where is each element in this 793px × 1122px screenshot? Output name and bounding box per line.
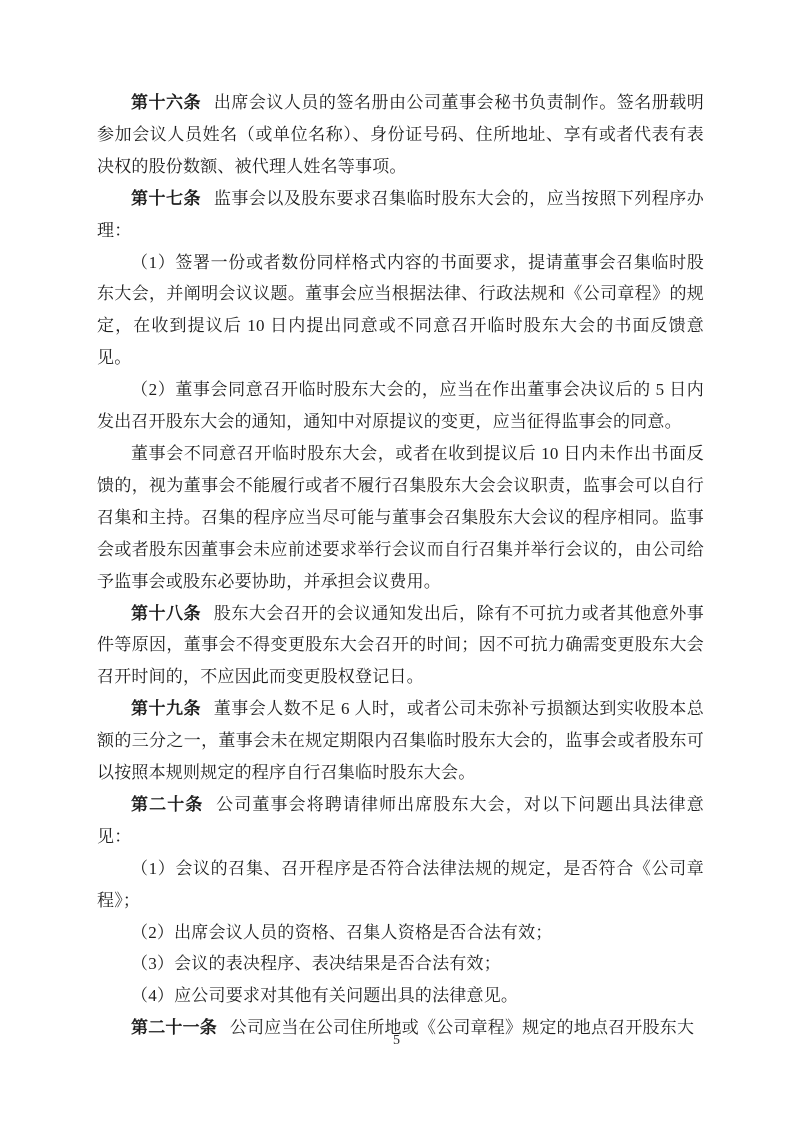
paragraph-text: （3）会议的表决程序、表决结果是否合法有效； (131, 954, 501, 974)
paragraph (97, 87, 704, 183)
paragraph-text: （2）出席会议人员的资格、召集人资格是否合法有效； (131, 922, 553, 942)
paragraph (97, 598, 704, 694)
paragraph (97, 948, 704, 980)
paragraph (97, 980, 704, 1012)
paragraph (97, 917, 704, 949)
paragraph-text: 董事会人数不足 6 人时，或者公司未弥补亏损额达到实收股本总额的三分之一，董事会未在规定期限内召集临时股东大会的，监事会或者股东可以按照本规则规定的程序自行召集临时股东大会。 (97, 699, 704, 783)
article-number: 第十九条 (131, 699, 201, 719)
paragraph (97, 374, 704, 438)
article-number: 第二十一条 (131, 1018, 217, 1038)
article-number: 第二十条 (131, 794, 204, 814)
paragraph-text: 监事会以及股东要求召集临时股东大会的，应当按照下列程序办理： (97, 188, 704, 240)
paragraph-text: 公司应当在公司住所地或《公司章程》规定的地点召开股东大 (229, 1018, 695, 1038)
paragraph-text: 公司董事会将聘请律师出席股东大会，对以下问题出具法律意见： (97, 794, 704, 846)
document-body (97, 87, 704, 1044)
paragraph (97, 438, 704, 598)
paragraph-text: 出席会议人员的签名册由公司董事会秘书负责制作。签名册载明参加会议人员姓名（或单位名称）、身份证号码、住所地址、享有或者代表有表决权的股份数额、被代理人姓名等事项。 (97, 93, 704, 176)
paragraph (97, 183, 704, 247)
paragraph (97, 693, 704, 789)
paragraph-text: （4）应公司要求对其他有关问题出具的法律意见。 (131, 986, 519, 1006)
article-number: 第十八条 (131, 603, 202, 623)
paragraph (97, 247, 704, 375)
paragraph-text: （1）签署一份或者数份同样格式内容的书面要求，提请董事会召集临时股东大会，并阐明会议议题。董事会应当根据法律、行政法规和《公司章程》的规定，在收到提议后 10 日内提出同意或不同意召开临时股东大会的书面反馈意见。 (97, 252, 704, 368)
paragraph-text: （1）会议的召集、召开程序是否符合法律法规的规定，是否符合《公司章程》； (97, 858, 704, 910)
article-number: 第十七条 (131, 188, 202, 208)
paragraph-text: （2）董事会同意召开临时股东大会的，应当在作出董事会决议后的 5 日内发出召开股东大会的通知，通知中对原提议的变更，应当征得监事会的同意。 (97, 380, 704, 432)
paragraph-text: 董事会不同意召开临时股东大会，或者在收到提议后 10 日内未作出书面反馈的，视为董事会不能履行或者不履行召集股东大会会议职责，监事会可以自行召集和主持。召集的程序应当尽可能与董事会召集股东大会议的程序相同。监事会或者股东因董事会未应前述要求举行会议而自行召集并举行会议的，由公司给予监事会或股东必要协助，并承担会议费用。 (97, 443, 704, 591)
paragraph (97, 853, 704, 917)
paragraph (97, 789, 704, 853)
paragraph-text: 股东大会召开的会议通知发出后，除有不可抗力或者其他意外事件等原因，董事会不得变更股东大会召开的时间；因不可抗力确需变更股东大会召开时间的，不应因此而变更股权登记日。 (97, 603, 704, 687)
page-number: 5 (393, 1033, 400, 1048)
article-number: 第十六条 (131, 93, 202, 112)
